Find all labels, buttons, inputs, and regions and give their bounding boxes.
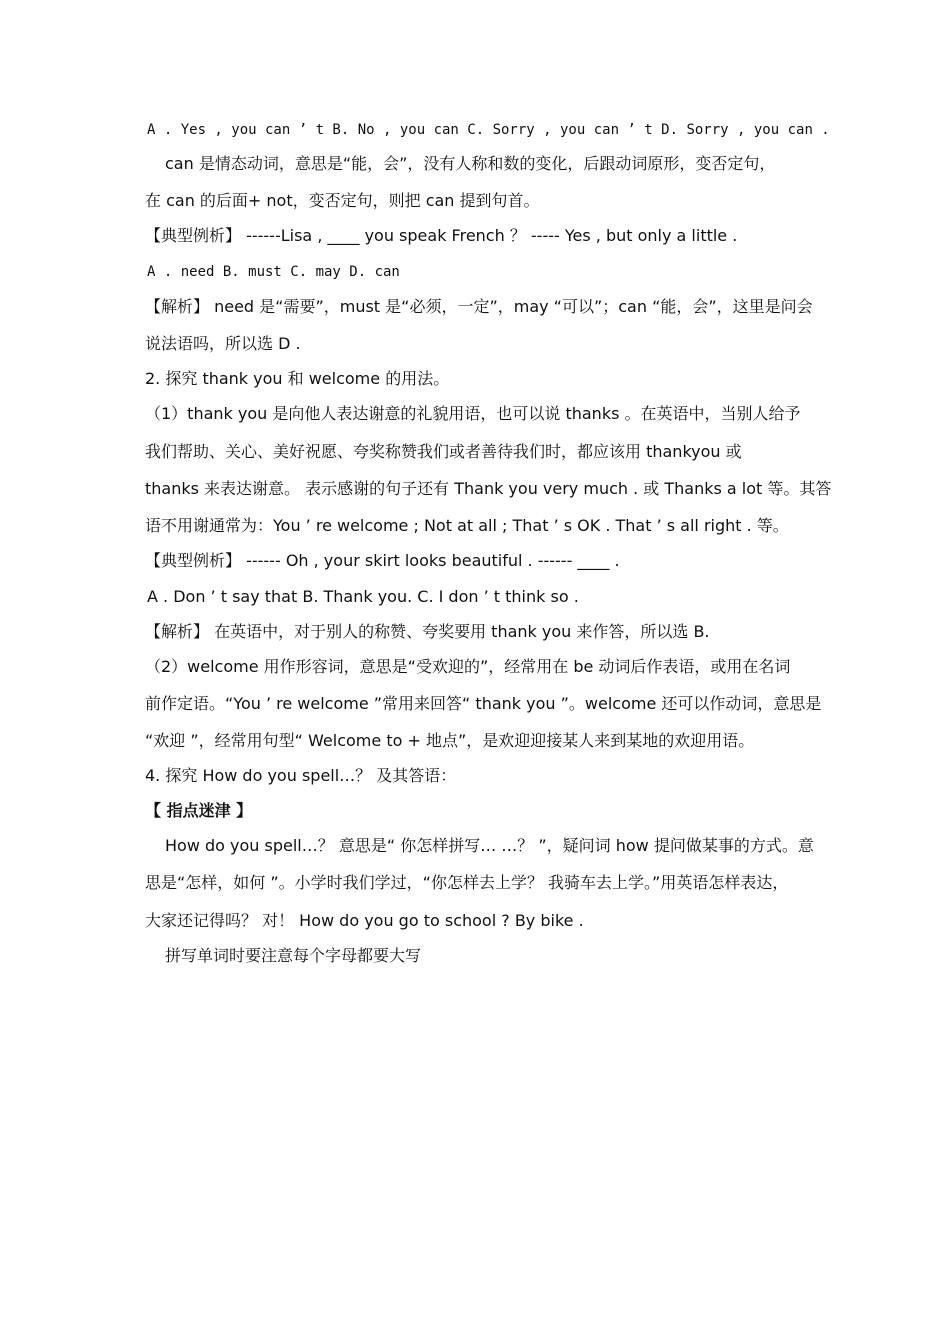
paragraph-thankyou-1: （1）thank you 是向他人表达谢意的礼貌用语，也可以说 thanks 。在英语中，当别人给予: [145, 404, 801, 423]
paragraph-can-2: 在 can 的后面+ not，变否定句，则把 can 提到句首。: [145, 191, 540, 210]
analysis-2: 【解析】 在英语中，对于别人的称赞、夸奖要用 thank you 来作答，所以选 B.: [145, 622, 710, 641]
options-line-3: A . Don ’ t say that B. Thank you. C. I don ’ t think so .: [147, 587, 579, 606]
paragraph-welcome-3: “欢迎 ”，经常用句型“ Welcome to + 地点”，是欢迎迎接某人来到某地的欢迎用语。: [145, 731, 755, 750]
options-line-2: A . need B. must C. may D. can: [147, 264, 400, 280]
paragraph-can-1: can 是情态动词，意思是“能，会”，没有人称和数的变化，后跟动词原形，变否定句，: [165, 154, 776, 173]
section-heading-2: 2. 探究 thank you 和 welcome 的用法。: [145, 369, 450, 388]
paragraph-spell-1: How do you spell…？ 意思是“ 你怎样拼写… …？ ”，疑问词 how 提问做某事的方式。意: [165, 836, 814, 855]
example-question-1: 【典型例析】 ------Lisa , ____ you speak French ？ ----- Yes , but only a little .: [145, 226, 738, 245]
paragraph-thankyou-2: 我们帮助、关心、美好祝愿、夸奖称赞我们或者善待我们时，都应该用 thankyou 或: [145, 442, 742, 461]
options-line-1: A . Yes , you can ’ t B. No , you can C. Sorry , you can ’ t D. Sorry , you can .: [147, 122, 830, 138]
paragraph-spell-note: 拼写单词时要注意每个字母都要大写: [165, 946, 422, 965]
example-question-2: 【典型例析】 ------ Oh , your skirt looks beautiful . ------ ____ .: [145, 551, 620, 570]
paragraph-thankyou-4: 语不用谢通常为：You ’ re welcome ; Not at all ; That ’ s OK . That ’ s all right . 等。: [145, 516, 789, 535]
paragraph-welcome-2: 前作定语。“You ’ re welcome ”常用来回答“ thank you ”。welcome 还可以作动词，意思是: [145, 694, 822, 713]
paragraph-thankyou-3: thanks 来表达谢意。 表示感谢的句子还有 Thank you very much . 或 Thanks a lot 等。其答: [145, 479, 832, 498]
paragraph-spell-3: 大家还记得吗？ 对！ How do you go to school ? By bike .: [145, 911, 584, 930]
paragraph-spell-2: 思是“怎样，如何 ”。小学时我们学过，“你怎样去上学？ 我骑车去上学。”用英语怎样表达，: [145, 873, 789, 892]
analysis-1-line-1: 【解析】 need 是“需要”，must 是“必须，一定”，may “可以”；can “能，会”，这里是问会: [145, 297, 813, 316]
section-heading-4: 4. 探究 How do you spell…？ 及其答语：: [145, 766, 457, 785]
analysis-1-line-2: 说法语吗，所以选 D .: [145, 334, 301, 353]
paragraph-welcome-1: （2）welcome 用作形容词，意思是“受欢迎的”，经常用在 be 动词后作表语，或用在名词: [145, 657, 791, 676]
tips-heading: 【 指点迷津 】: [145, 801, 253, 820]
